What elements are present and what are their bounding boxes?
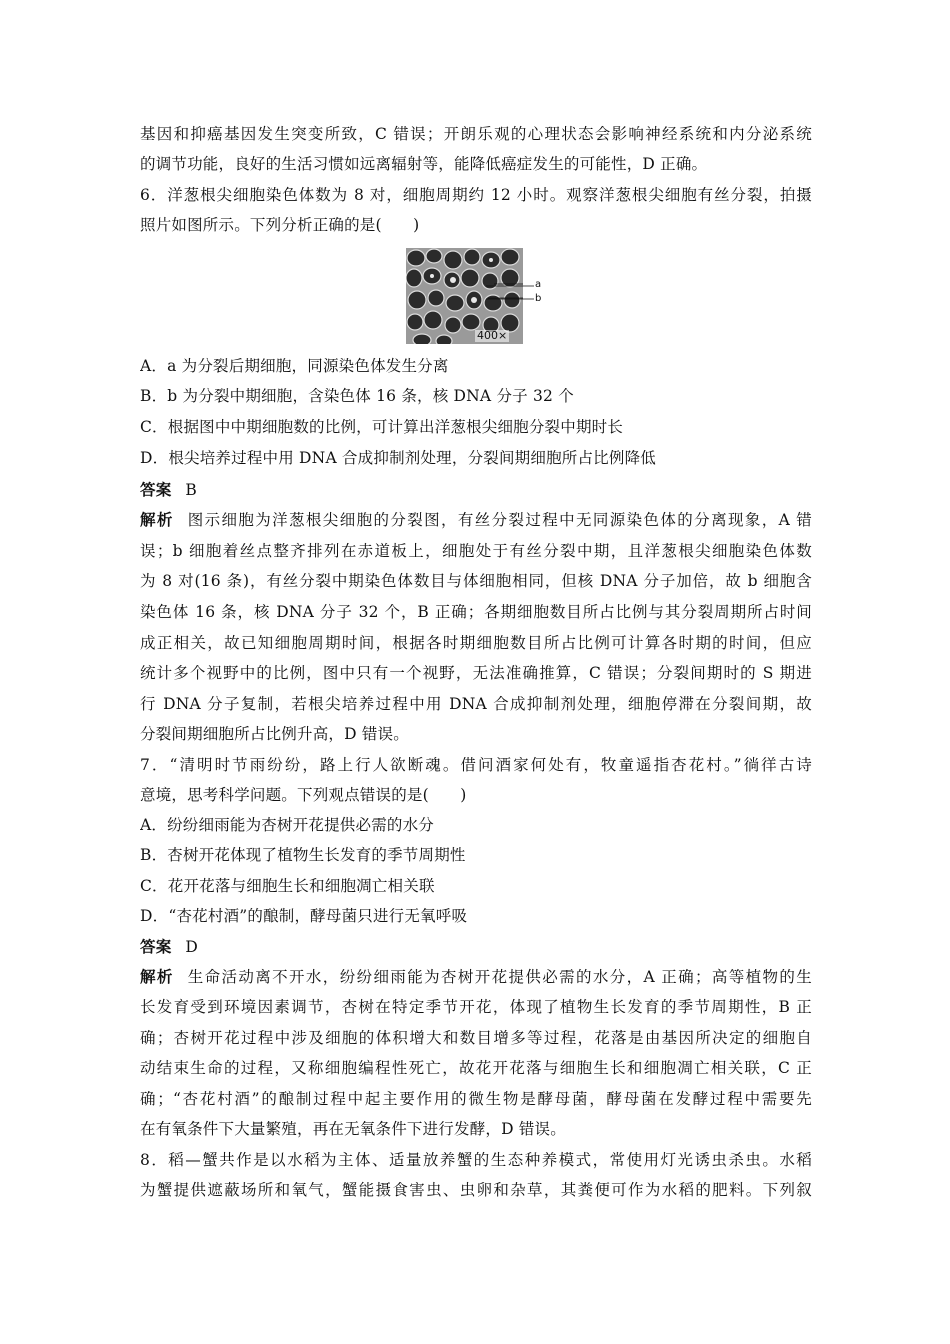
q7-answer bbox=[140, 937, 812, 957]
q6-analysis-line-5: 成正相关，故已知细胞周期时间，根据各时期细胞数目所占比例可计算各时期的时间，但应 bbox=[140, 634, 812, 652]
analysis-label: 解析 bbox=[140, 510, 174, 529]
answer-label: 答案 bbox=[140, 480, 172, 499]
q6-analysis-line-6: 统计多个视野中的比例，图中只有一个视野，无法准确推算，C 错误；分裂间期时的 S 期进 bbox=[140, 664, 812, 682]
q7-analysis-line-2: 长发育受到环境因素调节，杏树在特定季节开花，体现了植物生长发育的季节周期性，B 正 bbox=[140, 998, 812, 1016]
q6-analysis-line-7: 行 DNA 分子复制，若根尖培养过程中用 DNA 合成抑制剂处理，细胞停滞在分裂间期，故 bbox=[140, 695, 812, 713]
q6-analysis-line-1 bbox=[140, 510, 812, 530]
q7-analysis-line-3: 确；杏树开花过程中涉及细胞的体积增大和数目增多等过程，花落是由基因所决定的细胞自 bbox=[140, 1029, 812, 1047]
q7-option-a: A．纷纷细雨能为杏树开花提供必需的水分 bbox=[140, 816, 434, 834]
q7-analysis-line-4: 动结束生命的过程，又称细胞编程性死亡，故花开花落与细胞生长和细胞凋亡相关联，C 正 bbox=[140, 1059, 812, 1077]
q7-option-b: B．杏树开花体现了植物生长发育的季节周期性 bbox=[140, 846, 466, 864]
q6-analysis-line-3: 为 8 对(16 条)，有丝分裂中期染色体数目与体细胞相同，但核 DNA 分子加倍，故 b 细胞含 bbox=[140, 572, 812, 590]
magnification-label: 400× bbox=[477, 329, 508, 342]
q6-analysis-line-4: 染色体 16 条，核 DNA 分子 32 个，B 正确；各期细胞数目所占比例与其分裂周期所占时间 bbox=[140, 603, 812, 621]
q6-stem-line-1: 6．洋葱根尖细胞染色体数为 8 对，细胞周期约 12 小时。观察洋葱根尖细胞有丝分裂，拍摄 bbox=[140, 186, 812, 204]
intro-line-2: 的调节功能，良好的生活习惯如远离辐射等，能降低癌症发生的可能性，D 正确。 bbox=[140, 155, 708, 173]
q7-option-c: C．花开花落与细胞生长和细胞凋亡相关联 bbox=[140, 877, 435, 895]
q6-option-c: C．根据图中中期细胞数的比例，可计算出洋葱根尖细胞分裂中期时长 bbox=[140, 418, 624, 436]
q6-analysis-line-2: 误；b 细胞着丝点整齐排列在赤道板上，细胞处于有丝分裂中期，且洋葱根尖细胞染色体数 bbox=[140, 542, 812, 560]
q6-answer bbox=[140, 480, 812, 500]
answer-value: B bbox=[185, 481, 197, 499]
answer-label: 答案 bbox=[140, 937, 172, 956]
q6-option-d: D．根尖培养过程中用 DNA 合成抑制剂处理，分裂间期细胞所占比例降低 bbox=[140, 449, 656, 467]
q7-option-d: D．“杏花村酒”的酿制，酵母菌只进行无氧呼吸 bbox=[140, 907, 468, 925]
q7-analysis-line-1 bbox=[140, 967, 812, 987]
intro-line-1: 基因和抑癌基因发生突变所致，C 错误；开朗乐观的心理状态会影响神经系统和内分泌系统 bbox=[140, 125, 812, 143]
q6-option-b: B．b 为分裂中期细胞，含染色体 16 条，核 DNA 分子 32 个 bbox=[140, 387, 574, 405]
q6-stem-line-2: 照片如图所示。下列分析正确的是( ) bbox=[140, 216, 420, 234]
q8-stem-line-1: 8．稻—蟹共作是以水稻为主体、适量放养蟹的生态种养模式，常使用灯光诱虫杀虫。水稻 bbox=[140, 1151, 812, 1169]
q7-stem-line-2: 意境，思考科学问题。下列观点错误的是( ) bbox=[140, 786, 467, 804]
q6-analysis-line-8: 分裂间期细胞所占比例升高，D 错误。 bbox=[140, 725, 409, 743]
answer-value: D bbox=[185, 938, 199, 956]
pointer-lines bbox=[486, 281, 536, 303]
label-b: b bbox=[535, 293, 542, 304]
label-a: a bbox=[535, 279, 542, 290]
analysis-text: 生命活动离不开水，纷纷细雨能为杏树开花提供必需的水分，A 正确；高等植物的生 bbox=[187, 968, 812, 986]
analysis-text: 图示细胞为洋葱根尖细胞的分裂图，有丝分裂过程中无同源染色体的分离现象，A 错 bbox=[187, 511, 812, 529]
q7-analysis-line-6: 在有氧条件下大量繁殖，再在无氧条件下进行发酵，D 错误。 bbox=[140, 1120, 566, 1138]
q7-stem-line-1: 7．“清明时节雨纷纷，路上行人欲断魂。借问酒家何处有，牧童遥指杏花村。”徜徉古诗 bbox=[140, 756, 812, 774]
q8-stem-line-2: 为蟹提供遮蔽场所和氧气，蟹能摄食害虫、虫卵和杂草，其粪便可作为水稻的肥料。下列叙 bbox=[140, 1181, 812, 1199]
analysis-label: 解析 bbox=[140, 967, 174, 986]
q6-option-a: A．a 为分裂后期细胞，同源染色体发生分离 bbox=[140, 357, 449, 375]
q7-analysis-line-5: 确；“杏花村酒”的酿制过程中起主要作用的微生物是酵母菌，酵母菌在发酵过程中需要先 bbox=[140, 1090, 812, 1108]
